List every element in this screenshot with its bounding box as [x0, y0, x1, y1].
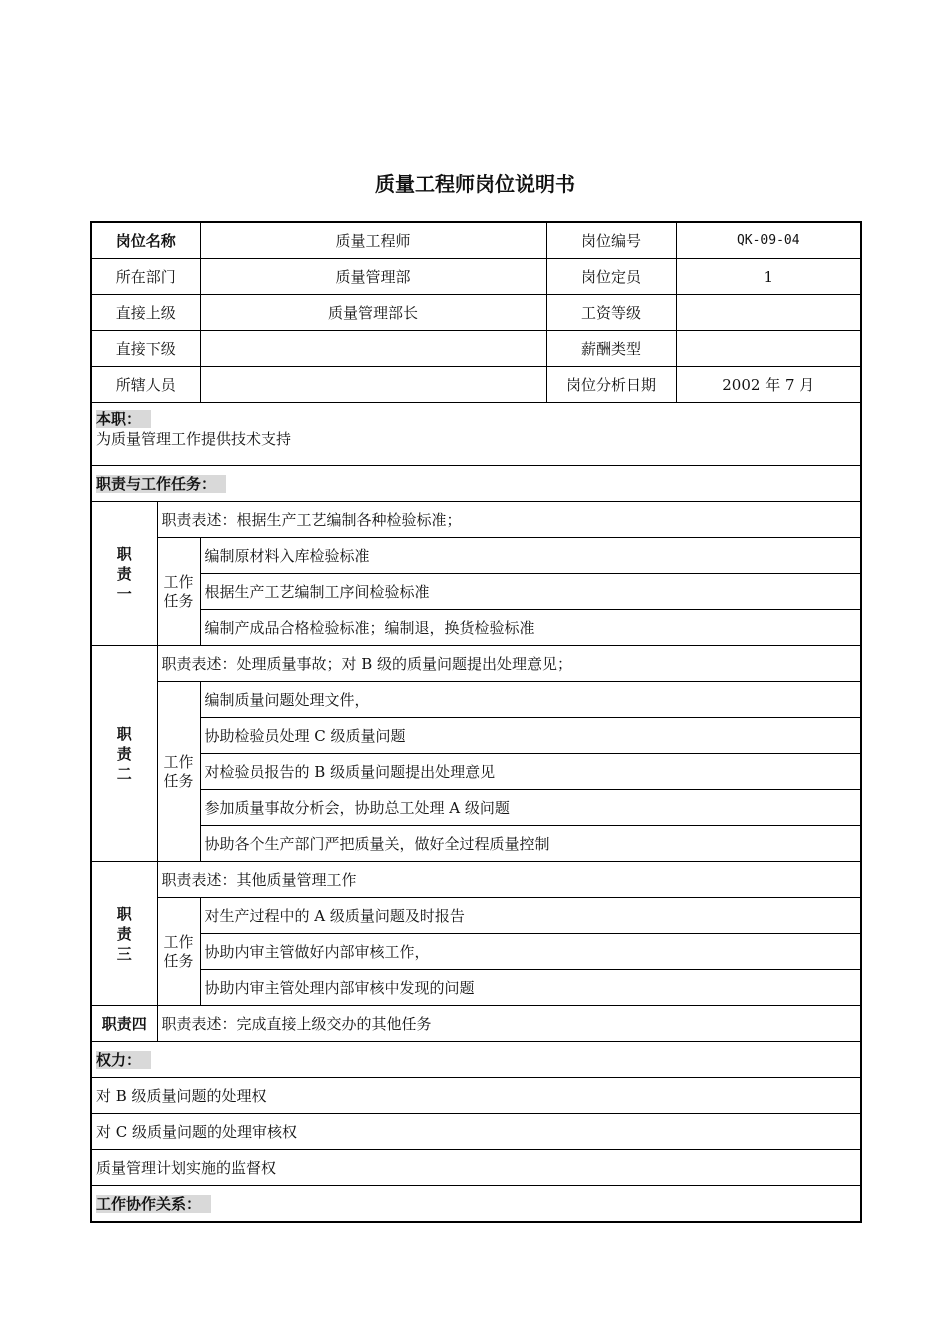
duty-3-task-label	[157, 898, 200, 1006]
duty-3-label-text: 职责三	[116, 904, 132, 963]
page-title: 质量工程师岗位说明书	[375, 172, 575, 196]
duty-2-task-row	[91, 754, 861, 790]
duties-heading-cell	[91, 466, 861, 502]
quota-value: 1	[676, 259, 861, 295]
power-item-2: 对 C 级质量问题的处理审核权	[91, 1114, 861, 1150]
subordinate-label: 直接下级	[91, 331, 200, 367]
duty-4-row	[91, 1006, 861, 1042]
post-code-label: 岗位编号	[546, 222, 676, 259]
power-row	[91, 1150, 861, 1186]
duties-heading-row	[91, 466, 861, 502]
duty-1-task-row	[91, 538, 861, 574]
duty-1-task-row	[91, 574, 861, 610]
info-row-name	[91, 222, 861, 259]
duty-2-task-row	[91, 790, 861, 826]
info-row-subordinate	[91, 331, 861, 367]
staff-value	[200, 367, 546, 403]
duty-1-task-3: 编制产成品合格检验标准；编制退，换货检验标准	[200, 610, 861, 646]
dept-value: 质量管理部	[200, 259, 546, 295]
power-row	[91, 1078, 861, 1114]
cooperation-heading-row	[91, 1186, 861, 1223]
grade-label: 工资等级	[546, 295, 676, 331]
paytype-value	[676, 331, 861, 367]
duty-2-desc-row	[91, 646, 861, 682]
duty-3-task-row	[91, 898, 861, 934]
duty-1-task-row	[91, 610, 861, 646]
cooperation-heading-cell	[91, 1186, 861, 1223]
dept-label: 所在部门	[91, 259, 200, 295]
benzhi-text: 为质量管理工作提供技术支持	[96, 430, 292, 448]
info-row-superior	[91, 295, 861, 331]
duty-2-task-label	[157, 682, 200, 862]
power-heading-row	[91, 1042, 861, 1078]
duty-1-task-label	[157, 538, 200, 646]
benzhi-heading: 本职：	[96, 410, 151, 428]
duty-3-desc: 职责表述：其他质量管理工作	[157, 862, 861, 898]
duty-3-desc-row	[91, 862, 861, 898]
duty-4-label: 职责四	[91, 1006, 157, 1042]
duty-4-desc: 职责表述：完成直接上级交办的其他任务	[157, 1006, 861, 1042]
analysis-date-value: 2002 年 7 月	[676, 367, 861, 403]
superior-label: 直接上级	[91, 295, 200, 331]
duty-3-task-row	[91, 934, 861, 970]
power-heading: 权力：	[96, 1051, 151, 1069]
duty-3-label	[91, 862, 157, 1006]
duty-2-task-5: 协助各个生产部门严把质量关，做好全过程质量控制	[200, 826, 861, 862]
duty-2-task-row	[91, 826, 861, 862]
superior-value: 质量管理部长	[200, 295, 546, 331]
duty-1-desc-row	[91, 502, 861, 538]
cooperation-heading: 工作协作关系：	[96, 1195, 211, 1213]
duty-1-label	[91, 502, 157, 646]
post-name-value: 质量工程师	[200, 222, 546, 259]
subordinate-value	[200, 331, 546, 367]
duty-2-label	[91, 646, 157, 862]
duty-1-task-2: 根据生产工艺编制工序间检验标准	[200, 574, 861, 610]
duty-1-desc: 职责表述：根据生产工艺编制各种检验标准；	[157, 502, 861, 538]
duty-2-label-text: 职责二	[116, 724, 132, 783]
duty-2-task-1: 编制质量问题处理文件，	[200, 682, 861, 718]
duty-2-task-label-text: 工作任务	[163, 752, 194, 790]
duty-1-task-label-text: 工作任务	[163, 572, 194, 610]
duties-heading: 职责与工作任务：	[96, 475, 226, 493]
duty-3-task-1: 对生产过程中的 A 级质量问题及时报告	[200, 898, 861, 934]
benzhi-cell	[91, 403, 861, 466]
duty-3-task-row	[91, 970, 861, 1006]
duty-3-task-2: 协助内审主管做好内部审核工作，	[200, 934, 861, 970]
duty-2-task-row	[91, 682, 861, 718]
duty-2-task-3: 对检验员报告的 B 级质量问题提出处理意见	[200, 754, 861, 790]
info-row-dept	[91, 259, 861, 295]
duty-2-desc: 职责表述：处理质量事故；对 B 级的质量问题提出处理意见；	[157, 646, 861, 682]
grade-value	[676, 295, 861, 331]
job-description-table	[90, 221, 862, 1223]
benzhi-row	[91, 403, 861, 466]
power-item-1: 对 B 级质量问题的处理权	[91, 1078, 861, 1114]
quota-label: 岗位定员	[546, 259, 676, 295]
info-row-staff	[91, 367, 861, 403]
duty-3-task-label-text: 工作任务	[163, 932, 194, 970]
duty-1-task-1: 编制原材料入库检验标准	[200, 538, 861, 574]
post-name-label: 岗位名称	[91, 222, 200, 259]
power-heading-cell	[91, 1042, 861, 1078]
duty-1-label-text: 职责一	[116, 544, 132, 603]
analysis-date-label: 岗位分析日期	[546, 367, 676, 403]
duty-2-task-4: 参加质量事故分析会，协助总工处理 A 级问题	[200, 790, 861, 826]
duty-2-task-row	[91, 718, 861, 754]
post-code-value: QK-09-04	[676, 222, 861, 259]
duty-3-task-3: 协助内审主管处理内部审核中发现的问题	[200, 970, 861, 1006]
paytype-label: 薪酬类型	[546, 331, 676, 367]
staff-label: 所辖人员	[91, 367, 200, 403]
power-item-3: 质量管理计划实施的监督权	[91, 1150, 861, 1186]
power-row	[91, 1114, 861, 1150]
duty-2-task-2: 协助检验员处理 C 级质量问题	[200, 718, 861, 754]
